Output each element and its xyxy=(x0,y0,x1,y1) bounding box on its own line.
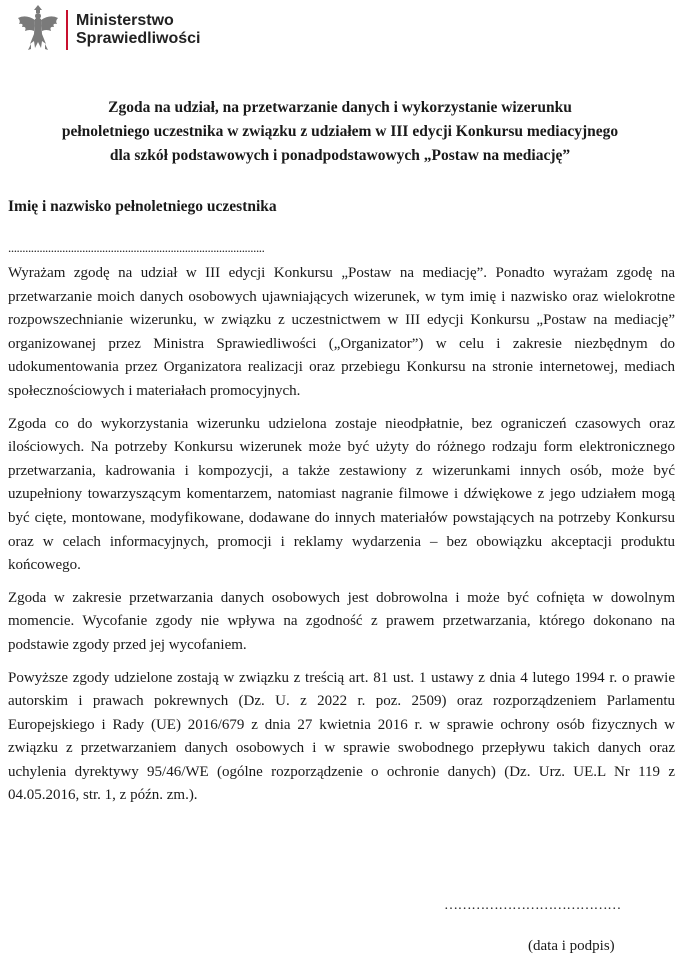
participant-name-label: Imię i nazwisko pełnoletniego uczestnika xyxy=(8,198,277,215)
consent-paragraph: Powyższe zgody udzielone zostają w związku z treścią art. 81 ust. 1 ustawy z dnia 4 lutego 1994 r. o prawie autorskim i prawach pokrewnych (Dz. U. z 2022 r. poz. 2509) oraz rozporządzeniem Parlamentu Europejskiego i Rady (UE) 2016/679 z dnia 27 kwietnia 2016 r. w sprawie ochrony osób fizycznych w związku z przetwarzaniem danych osobowych i w sprawie swobodnego przepływu takich danych oraz uchylenia dyrektywy 95/46/WE (ogólne rozporządzenie o ochronie danych) (Dz. Urz. UE.L Nr 119 z 04.05.2016, str. 1, z późn. zm.). xyxy=(8,669,675,804)
consent-paragraph: Zgoda w zakresie przetwarzania danych osobowych jest dobrowolna i może być cofnięta w dowolnym momencie. Wycofanie zgody nie wpływa na zgodność z prawem przetwarzania, którego dokonano na podstawie zgody przed jej wycofaniem. xyxy=(8,589,675,653)
title-line-3: dla szkół podstawowych i ponadpodstawowych „Postaw na mediację” xyxy=(109,147,571,164)
ministry-name-line1: Ministerstwo xyxy=(76,12,174,29)
document-title xyxy=(0,96,680,168)
ministry-name xyxy=(76,12,200,48)
signature-label: (data i podpis) xyxy=(528,938,615,954)
title-line-2: pełnoletniego uczestnika w związku z udziałem w III edycji Konkursu mediacyjnego xyxy=(61,123,619,140)
consent-paragraph: Wyrażam zgodę na udział w III edycji Konkursu „Postaw na mediację”. Ponadto wyrażam zgodę na przetwarzanie moich danych osobowych ujawniających wizerunek, w tym imię i nazwisko oraz wielokrotne rozpowszechnianie wizerunku, w związku z uczestnictwem w III edycji Konkursu „Postaw na mediację” organizowanej przez Ministra Sprawiedliwości („Organizator”) w celu i zakresie niezbędnym do udokumentowania przez Organizatora realizacji oraz przebiegu Konkursu na stronie internetowej, mediach społecznościowych i materiałach promocyjnych. xyxy=(8,265,675,399)
ministry-name-line2: Sprawiedliwości xyxy=(76,30,201,47)
polish-eagle-icon xyxy=(16,4,60,56)
title-line-1: Zgoda na udział, na przetwarzanie danych i wykorzystanie wizerunku xyxy=(108,99,572,116)
consent-body xyxy=(8,262,675,817)
participant-name-field[interactable]: .......................................................................................... xyxy=(8,240,265,255)
ministry-header xyxy=(16,4,200,56)
consent-paragraph: Zgoda co do wykorzystania wizerunku udzielona zostaje nieodpłatnie, bez ograniczeń czasowych oraz ilościowych. Na potrzeby Konkursu wizerunek może być użyty do różnego rodzaju form elektronicznego przetwarzania, kadrowania i kompozycji, a także zestawiony z wizerunkami innych osób, może być uzupełniony towarzyszącym komentarzem, natomiast nagranie filmowe i dźwiękowe z jego udziałem mogą być cięte, montowane, modyfikowane, dodawane do innych materiałów powstających na potrzeby Konkursu oraz w celach informacyjnych, promocji i reklamy wydarzenia – bez obowiązku akceptacji produktu końcowego. xyxy=(8,415,675,574)
header-accent-bar xyxy=(66,10,68,50)
signature-field[interactable]: ………………………………… xyxy=(444,898,621,913)
